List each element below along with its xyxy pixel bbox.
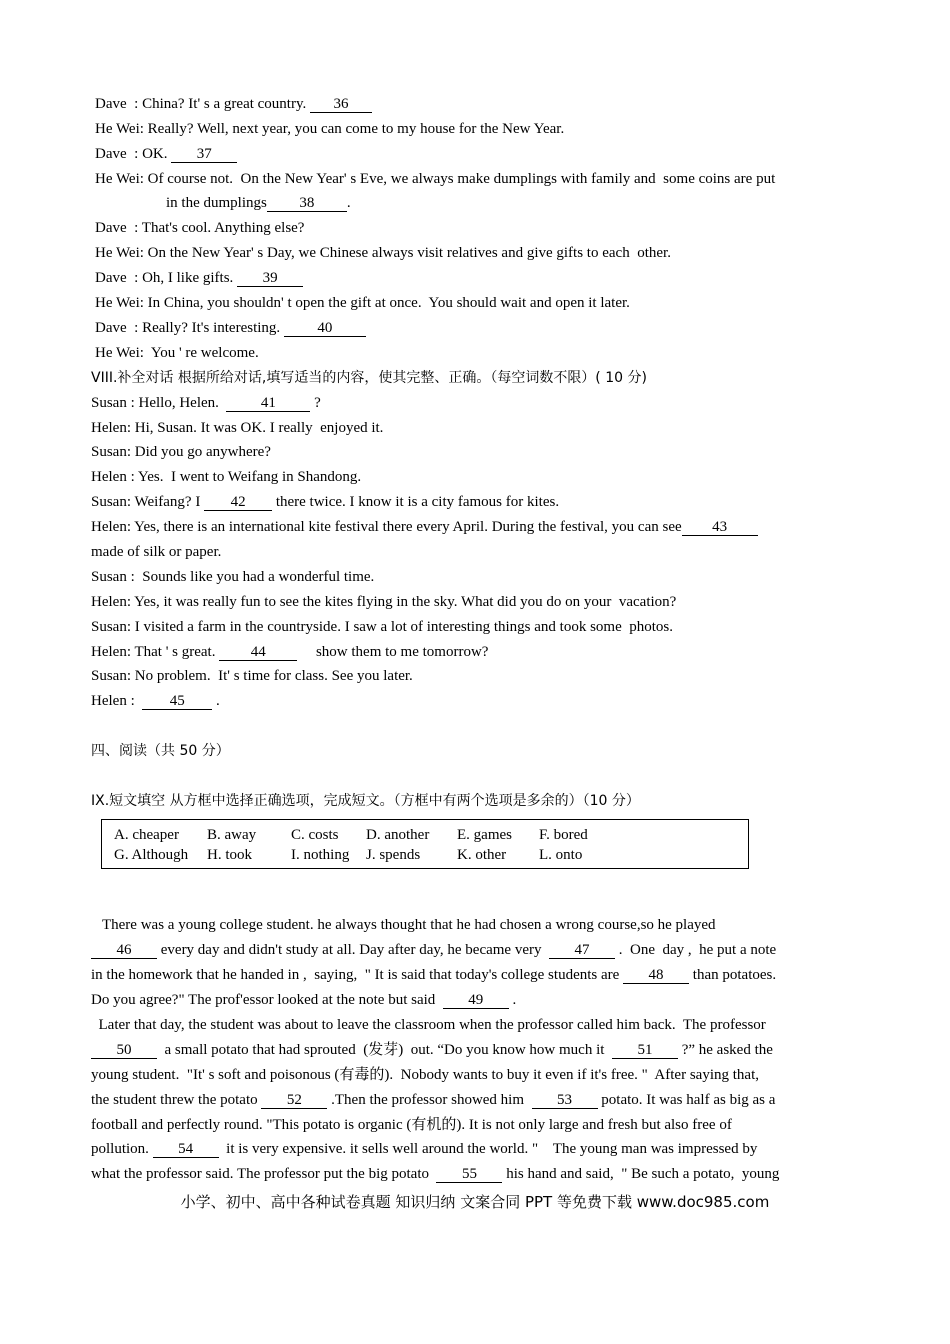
line-text: Dave : That's cool. Anything else?: [95, 220, 305, 236]
line-text: in the dumplings: [166, 195, 267, 211]
line-text: potato. It was half as big as a: [597, 1092, 776, 1108]
passage-line: [91, 991, 516, 1009]
line-text: Dave : OK.: [95, 146, 172, 162]
line-text: .: [212, 693, 220, 709]
dialogue-line: [166, 194, 351, 212]
dialogue-line: [91, 667, 413, 685]
line-text: Susan: I visited a farm in the countryside. I saw a lot of interesting things and took some photos.: [91, 619, 673, 635]
answer-blank[interactable]: 36: [310, 97, 372, 113]
dialogue-line: [95, 344, 259, 362]
line-text: .: [508, 992, 517, 1008]
line-text: show them to me tomorrow?: [297, 644, 489, 660]
dialogue-line: [91, 493, 559, 511]
passage-line: [91, 1140, 757, 1158]
line-text: He Wei: Really? Well, next year, you can come to my house for the New Year.: [95, 121, 565, 137]
section-4-title: 四、阅读（共 50 分）: [91, 743, 230, 759]
dialogue-line: [95, 269, 303, 287]
line-text: He Wei: In China, you shouldn' t open the gift at once. You should wait and open it later.: [95, 295, 630, 311]
dialogue-line: [91, 468, 361, 486]
line-text: Susan: Did you go anywhere?: [91, 444, 271, 460]
option-item: B. away: [207, 827, 257, 843]
answer-blank[interactable]: 42: [204, 495, 272, 511]
passage-line: [91, 941, 776, 959]
dialogue-line: [95, 145, 237, 163]
dialogue-line: [91, 543, 221, 561]
answer-blank[interactable]: 37: [171, 147, 237, 163]
dialogue-line: [95, 120, 564, 138]
option-item: K. other: [457, 847, 507, 863]
line-text: than potatoes.: [689, 967, 777, 983]
answer-blank[interactable]: 40: [284, 321, 366, 337]
dialogue-line: [91, 518, 758, 536]
line-text: Susan: No problem. It' s time for class. See you later.: [91, 668, 413, 684]
line-text: it is very expensive. it sells well around the world. " The young man was impressed by: [218, 1141, 758, 1157]
line-text: Helen: Yes, there is an international kite festival there every April. During the festival, you can see: [91, 519, 682, 535]
passage-line: [91, 966, 776, 984]
line-text: Helen :: [91, 693, 143, 709]
line-text: pollution.: [91, 1141, 153, 1157]
line-text: ?: [310, 395, 321, 411]
dialogue-line: [95, 294, 630, 312]
dialogue-line: [95, 244, 671, 262]
line-text: Helen : Yes. I went to Weifang in Shandong.: [91, 469, 362, 485]
line-text: Dave : Really? It's interesting.: [95, 320, 284, 336]
option-item: G. Although: [114, 847, 189, 863]
line-text: Dave : China? It' s a great country.: [95, 96, 310, 112]
line-text: He Wei: Of course not. On the New Year' s Eve, we always make dumplings with family and some coins are put: [95, 171, 776, 187]
passage-line: [91, 1066, 759, 1084]
page-footer: 小学、初中、高中各种试卷真题 知识归纳 文案合同 PPT 等免费下载 www.doc985.com: [180, 1193, 770, 1211]
line-text: Helen: Hi, Susan. It was OK. I really enjoyed it.: [91, 420, 384, 436]
dialogue-line: [91, 593, 676, 611]
line-text: Dave : Oh, I like gifts.: [95, 270, 238, 286]
dialogue-line: [95, 219, 304, 237]
answer-blank[interactable]: 47: [549, 943, 615, 959]
line-text: Helen: That ' s great.: [91, 644, 220, 660]
line-text: He Wei: You ' re welcome.: [95, 345, 259, 361]
line-text: Susan: Weifang? I: [91, 494, 205, 510]
answer-blank[interactable]: 49: [443, 993, 509, 1009]
dialogue-line: [95, 95, 372, 113]
line-text: He Wei: On the New Year' s Day, we Chinese always visit relatives and give gifts to each other.: [95, 245, 671, 261]
line-text: .: [346, 195, 351, 211]
line-text: football and perfectly round. "This potato is organic (有机的). It is not only large and fresh but also free of: [91, 1117, 732, 1133]
passage-line: [91, 1116, 732, 1134]
dialogue-line: [91, 643, 488, 661]
dialogue-line: [91, 692, 220, 710]
answer-blank[interactable]: 44: [219, 645, 297, 661]
dialogue-line: [91, 419, 383, 437]
dialogue-line: [91, 394, 321, 412]
passage-line: [91, 1041, 773, 1059]
section-8-title: VIII.补全对话 根据所给对话,填写适当的内容，使其完整、正确。（每空词数不限）( 10 分): [91, 370, 647, 386]
section-9-title: IX.短文填空 从方框中选择正确选项，完成短文。（方框中有两个选项是多余的）（10 分）: [91, 793, 640, 809]
option-item: F. bored: [539, 827, 588, 843]
answer-blank[interactable]: 41: [226, 396, 310, 412]
line-text: Susan : Hello, Helen.: [91, 395, 227, 411]
passage-line: [91, 1091, 775, 1109]
option-item: J. spends: [366, 847, 421, 863]
answer-blank[interactable]: 48: [623, 968, 689, 984]
option-item: E. games: [457, 827, 512, 843]
line-text: Helen: Yes, it was really fun to see the kites flying in the sky. What did you do on your vacation?: [91, 594, 677, 610]
line-text: made of silk or paper.: [91, 544, 222, 560]
line-text: in the homework that he handed in , saying, " It is said that today's college students are: [91, 967, 624, 983]
answer-blank[interactable]: 51: [612, 1043, 678, 1059]
answer-blank[interactable]: 53: [532, 1093, 598, 1109]
dialogue-line: [95, 170, 775, 188]
option-item: L. onto: [539, 847, 583, 863]
line-text: . One day , he put a note: [615, 942, 777, 958]
dialogue-line: [91, 443, 271, 461]
answer-blank[interactable]: 43: [682, 520, 758, 536]
answer-blank[interactable]: 39: [237, 271, 303, 287]
answer-blank[interactable]: 54: [153, 1142, 219, 1158]
line-text: There was a young college student. he always thought that he had chosen a wrong course,so he played: [91, 917, 716, 933]
passage-line: [91, 1165, 779, 1183]
line-text: Susan : Sounds like you had a wonderful time.: [91, 569, 375, 585]
dialogue-line: [91, 618, 673, 636]
line-text: the student threw the potato: [91, 1092, 262, 1108]
line-text: ?” he asked the: [677, 1042, 773, 1058]
passage-line: [91, 916, 716, 934]
dialogue-line: [91, 568, 374, 586]
line-text: young student. "It' s soft and poisonous (有毒的). Nobody wants to buy it even if it's free. " After saying that,: [91, 1067, 759, 1083]
line-text: .Then the professor showed him: [327, 1092, 532, 1108]
line-text: there twice. I know it is a city famous for kites.: [272, 494, 560, 510]
answer-blank[interactable]: 45: [142, 694, 212, 710]
options-box: [101, 819, 749, 869]
option-item: H. took: [207, 847, 252, 863]
answer-blank[interactable]: 50: [91, 1043, 157, 1059]
line-text: Do you agree?" The prof'essor looked at the note but said: [91, 992, 443, 1008]
line-text: a small potato that had sprouted (发芽) out. “Do you know how much it: [157, 1042, 612, 1058]
answer-blank[interactable]: 52: [261, 1093, 327, 1109]
line-text: his hand and said, " Be such a potato, young: [502, 1166, 780, 1182]
answer-blank[interactable]: 46: [91, 943, 157, 959]
line-text: Later that day, the student was about to leave the classroom when the professor called him back. The professor: [91, 1017, 766, 1033]
answer-blank[interactable]: 38: [267, 196, 347, 212]
dialogue-line: [95, 319, 366, 337]
line-text: what the professor said. The professor put the big potato: [91, 1166, 437, 1182]
option-item: I. nothing: [291, 847, 350, 863]
line-text: every day and didn't study at all. Day after day, he became very: [157, 942, 549, 958]
answer-blank[interactable]: 55: [436, 1167, 502, 1183]
option-item: D. another: [366, 827, 430, 843]
option-item: C. costs: [291, 827, 339, 843]
passage-line: [91, 1016, 766, 1034]
option-item: A. cheaper: [114, 827, 179, 843]
